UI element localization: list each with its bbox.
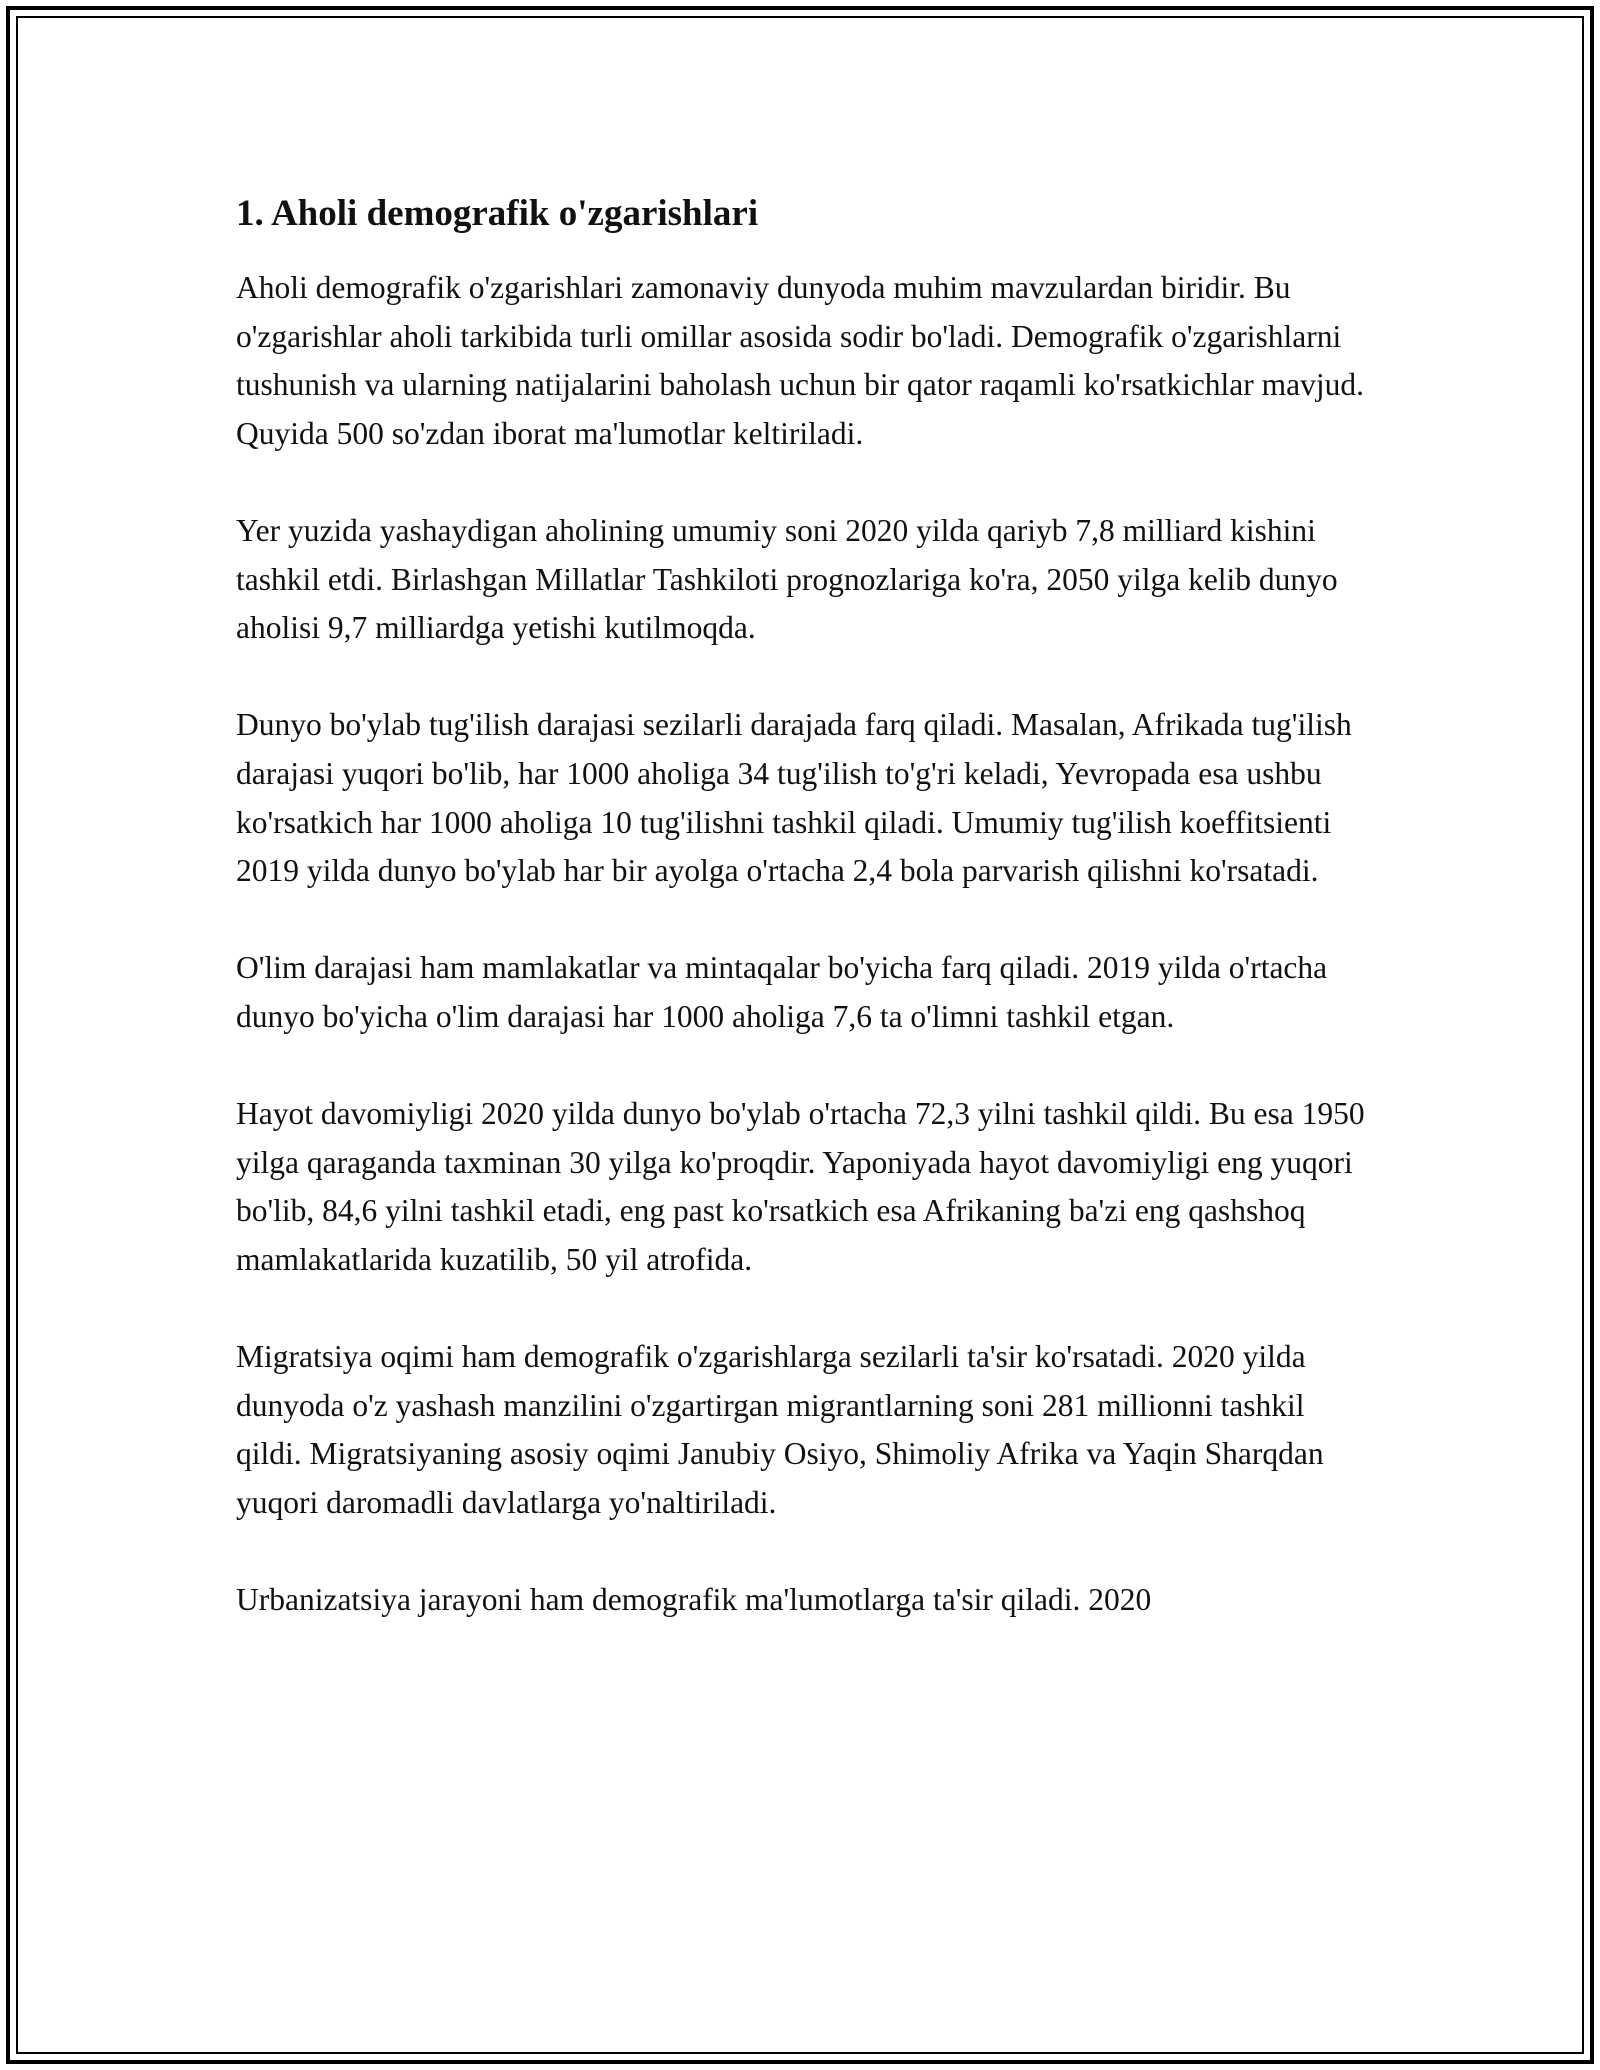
paragraph-life-expectancy: Hayot davomiyligi 2020 yilda dunyo bo'ylab o'rtacha 72,3 yilni tashkil qildi. Bu esa 1950 yilga qaraganda taxminan 30 yilga ko'proqdir. Yaponiyada hayot davomiyligi eng yuqori bo'lib, 84,6 yilni tashkil etadi, eng past ko'rsatkich esa Afrikaning ba'zi eng qashshoq mamlakatlarida kuzatilib, 50 yil atrofida. [236, 1096, 1365, 1277]
paragraph-urbanization: Urbanizatsiya jarayoni ham demografik ma'lumotlarga ta'sir qiladi. 2020 [236, 1582, 1152, 1618]
paragraph-migration: Migratsiya oqimi ham demografik o'zgarishlarga sezilarli ta'sir ko'rsatadi. 2020 yilda dunyoda o'z yashash manzilini o'zgartirgan migrantlarning soni 281 millionni tashkil qildi. Migratsiyaning asosiy oqimi Janubiy Osiyo, Shimoliy Afrika va Yaqin Sharqdan yuqori daromadli davlatlarga yo'naltiriladi. [236, 1339, 1324, 1520]
paragraph-birth-rate: Dunyo bo'ylab tug'ilish darajasi sezilarli darajada farq qiladi. Masalan, Afrikada tug'ilish darajasi yuqori bo'lib, har 1000 aholiga 34 tug'ilish to'g'ri keladi, Yevropada esa ushbu ko'rsatkich har 1000 aholiga 10 tug'ilishni tashkil qiladi. Umumiy tug'ilish koeffitsienti 2019 yilda dunyo bo'ylab har bir ayolga o'rtacha 2,4 bola parvarish qilishni ko'rsatadi. [236, 707, 1352, 889]
section-title: 1. Aholi demografik o'zgarishlari [236, 193, 759, 234]
paragraph-intro: Aholi demografik o'zgarishlari zamonaviy dunyoda muhim mavzulardan biridir. Bu o'zgarishlar aholi tarkibida turli omillar asosida sodir bo'ladi. Demografik o'zgarishlarni tushunish va ularning natijalarini baholash uchun bir qator raqamli ko'rsatkichlar mavjud. Quyida 500 so'zdan iborat ma'lumotlar keltiriladi. [236, 270, 1365, 451]
paragraph-death-rate: O'lim darajasi ham mamlakatlar va mintaqalar bo'yicha farq qiladi. 2019 yilda o'rtacha dunyo bo'yicha o'lim darajasi har 1000 aholiga 7,6 ta o'limni tashkil etgan. [236, 950, 1328, 1034]
document-body [236, 186, 1366, 1673]
paragraph-population: Yer yuzida yashaydigan aholining umumiy soni 2020 yilda qariyb 7,8 milliard kishini tashkil etdi. Birlashgan Millatlar Tashkiloti prognozlariga ko'ra, 2050 yilga kelib dunyo aholisi 9,7 milliardga yetishi kutilmoqda. [236, 512, 1338, 646]
